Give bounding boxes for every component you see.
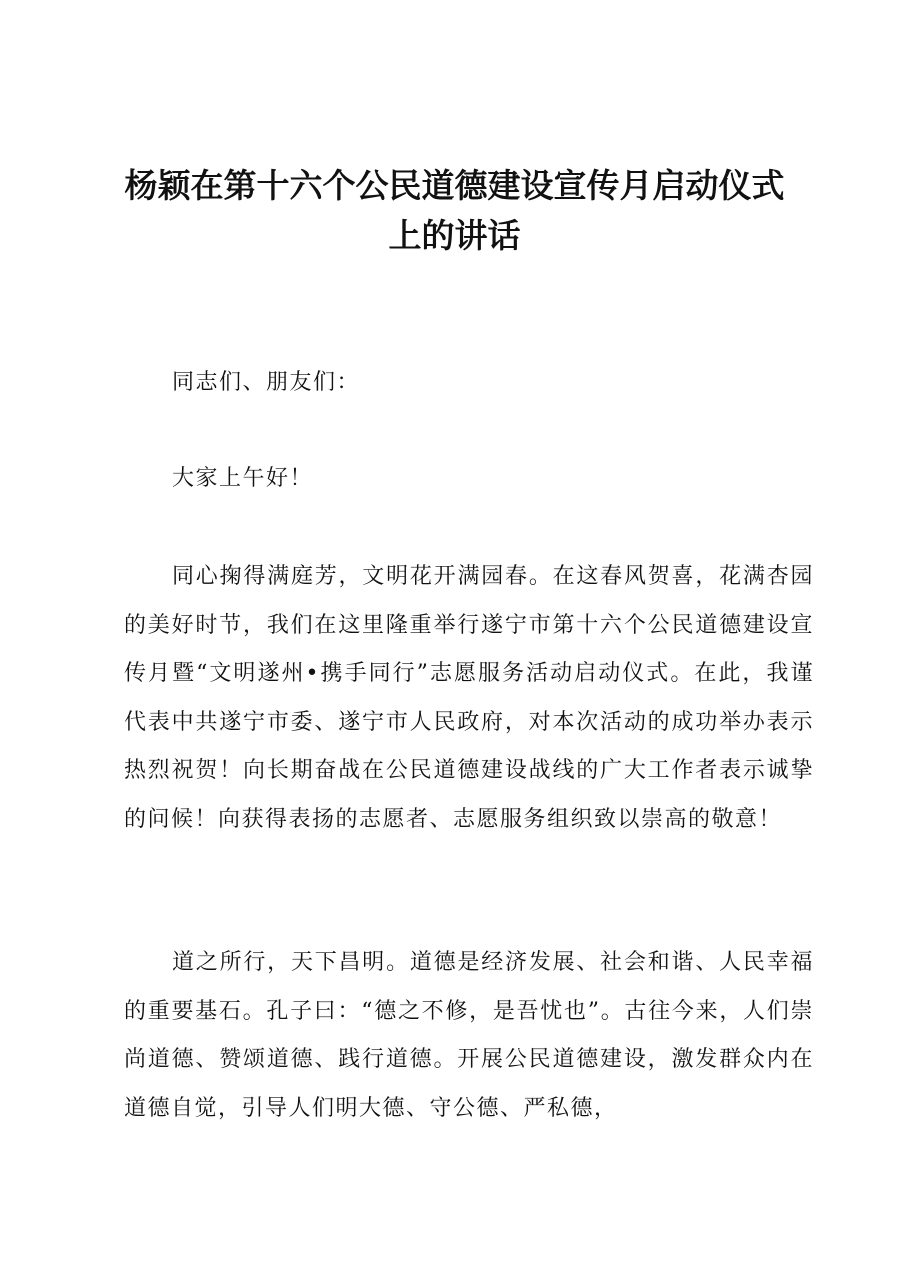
body-paragraph-2: 道之所行，天下昌明。道德是经济发展、社会和谐、人民幸福的重要基石。孔子曰：“德之不修，是吾忧也”。古往今来，人们崇尚道德、赞颂道德、践行道德。开展公民道德建设，激发群众内在道德自觉，引导人们明大德、守公德、严私德， [124,950,814,1121]
greeting-text: 同志们、朋友们： [172,370,361,395]
document-title-line-1: 杨颖在第十六个公民道德建设宣传月启动仪式 [124,166,785,205]
document-title-line-2: 上的讲话 [388,216,521,255]
body-paragraph-1: 同心掬得满庭芳，文明花开满园春。在这春风贺喜，花满杏园的美好时节，我们在这里隆重举行遂宁市第十六个公民道德建设宣传月暨“文明遂州•携手同行”志愿服务活动启动仪式。在此，我谨代表中共遂宁市委、遂宁市人民政府，对本次活动的成功举办表示热烈祝贺！向长期奋战在公民道德建设战线的广大工作者表示诚挚的问候！向获得表扬的志愿者、志愿服务组织致以崇高的敬意！ [124,564,814,832]
salutation-text: 大家上午好！ [172,466,314,491]
